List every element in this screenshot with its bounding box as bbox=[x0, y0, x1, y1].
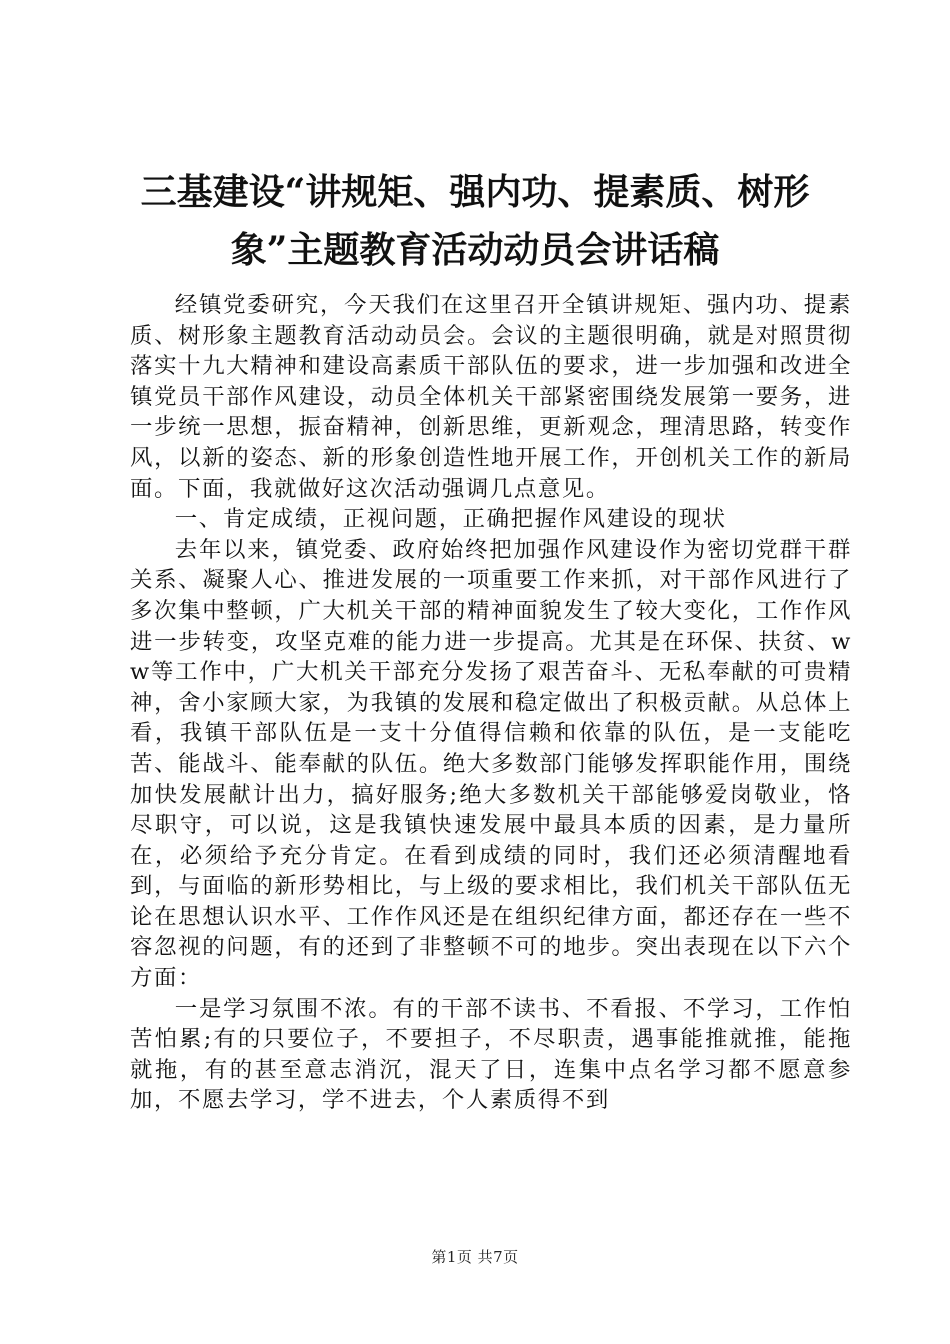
section-heading: 一、肯定成绩，正视问题，正确把握作风建设的现状 bbox=[174, 506, 727, 533]
document-body bbox=[130, 290, 852, 1116]
page-title bbox=[100, 163, 850, 279]
title-line-1: 三基建设“讲规矩、强内功、提素质、树形 bbox=[140, 171, 810, 213]
paragraph-achievements: 去年以来，镇党委、政府始终把加强作风建设作为密切党群干群关系、凝聚人心、推进发展的一项重要工作来抓，对干部作风进行了多次集中整顿，广大机关干部的精神面貌发生了较大变化，工作作风进一步转变，攻坚克难的能力进一步提高。尤其是在环保、扶贫、ww等工作中，广大机关干部充分发扬了艰苦奋斗、无私奉献的可贵精神，舍小家顾大家，为我镇的发展和稳定做出了积极贡献。从总体上看，我镇干部队伍是一支十分值得信赖和依靠的队伍，是一支能吃苦、能战斗、能奉献的队伍。绝大多数部门能够发挥职能作用，围绕加快发展献计出力，搞好服务;绝大多数机关干部能够爱岗敬业，恪尽职守，可以说，这是我镇快速发展中最具本质的因素，是力量所在，必须给予充分肯定。在看到成绩的同时，我们还必须清醒地看到，与面临的新形势相比，与上级的要求相比，我们机关干部队伍无论在思想认识水平、工作作风还是在组织纪律方面，都还存在一些不容忽视的问题，有的还到了非整顿不可的地步。突出表现在以下六个方面： bbox=[130, 536, 852, 992]
paragraph-problem-one: 一是学习氛围不浓。有的干部不读书、不看报、不学习，工作怕苦怕累;有的只要位子，不要担子，不尽职责，遇事能推就推，能拖就拖，有的甚至意志消沉，混天了日，连集中点名学习都不愿意参加，不愿去学习，学不进去，个人素质得不到 bbox=[130, 995, 852, 1114]
page-footer: 第1页 共7页 bbox=[431, 1248, 519, 1266]
paragraph-intro: 经镇党委研究，今天我们在这里召开全镇讲规矩、强内功、提素质、树形象主题教育活动动员会。会议的主题很明确，就是对照贯彻落实十九大精神和建设高素质干部队伍的要求，进一步加强和改进全镇党员干部作风建设，动员全体机关干部紧密围绕发展第一要务，进一步统一思想，振奋精神，创新思维，更新观念，理清思路，转变作风，以新的姿态、新的形象创造性地开展工作，开创机关工作的新局面。下面，我就做好这次活动强调几点意见。 bbox=[130, 292, 852, 502]
title-line-2: 象”主题教育活动动员会讲话稿 bbox=[230, 229, 720, 271]
